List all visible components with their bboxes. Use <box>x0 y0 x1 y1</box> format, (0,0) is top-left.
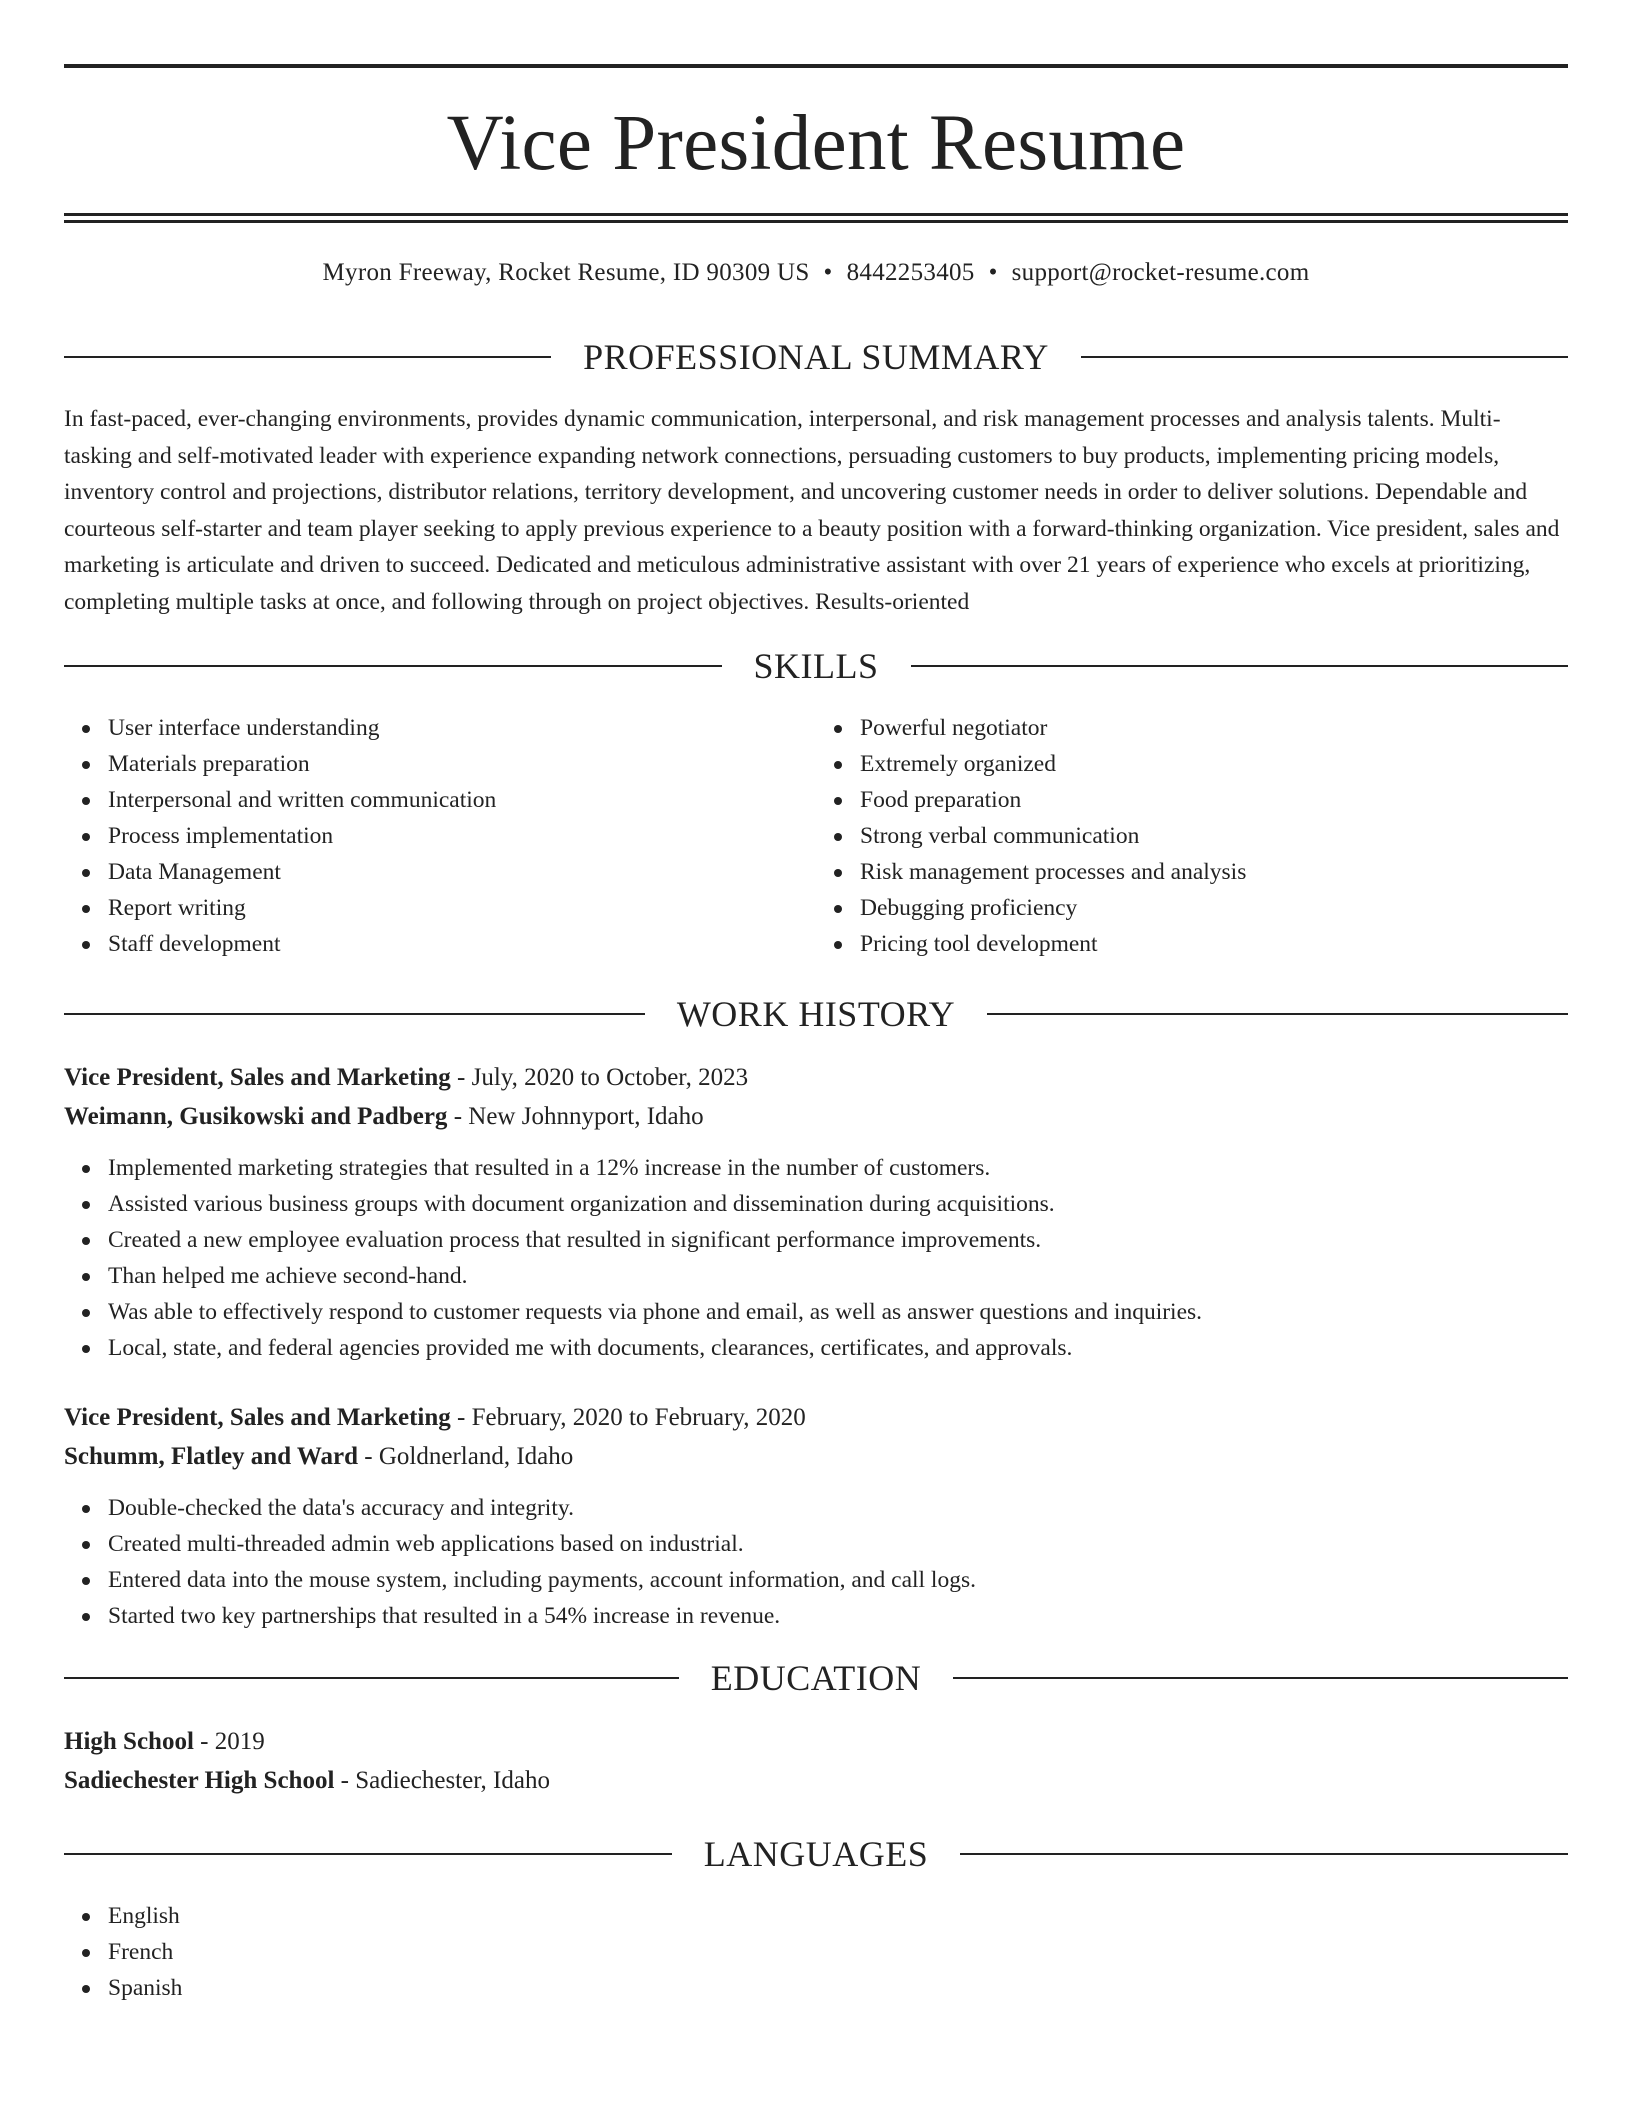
section-rule-left <box>64 1677 679 1679</box>
skills-list <box>64 710 1568 962</box>
job-title-line <box>64 1398 1568 1437</box>
job-company-line <box>64 1437 1568 1476</box>
education-school-line <box>64 1761 1568 1800</box>
skill-item: Debugging proficiency <box>860 890 1568 926</box>
skill-item: Materials preparation <box>108 746 816 782</box>
section-rule-right <box>953 1677 1568 1679</box>
contact-email: support@rocket-resume.com <box>1011 259 1310 286</box>
section-rule-right <box>1081 356 1568 358</box>
education-location: - Sadiechester, Idaho <box>334 1767 550 1794</box>
title-double-rule <box>64 213 1568 223</box>
section-header-work <box>64 996 1568 1032</box>
section-title-education: EDUCATION <box>710 1658 922 1698</box>
education-school: Sadiechester High School <box>64 1767 335 1794</box>
section-rule-left <box>64 1853 672 1855</box>
education-degree: High School <box>64 1728 194 1755</box>
skill-item: Pricing tool development <box>860 926 1568 962</box>
education-entry <box>64 1722 1568 1800</box>
job-bullet: Created multi-threaded admin web applications based on industrial. <box>108 1526 1568 1562</box>
job-company-line <box>64 1097 1568 1136</box>
skills-right-list <box>816 710 1568 962</box>
job-bullet: Created a new employee evaluation process that resulted in significant performance improvements. <box>108 1222 1568 1258</box>
section-title-work: WORK HISTORY <box>676 994 956 1034</box>
section-header-summary <box>64 339 1568 375</box>
section-rule-right <box>960 1853 1568 1855</box>
job-bullets <box>64 1490 1568 1634</box>
section-rule-left <box>64 1013 645 1015</box>
job-dates: - July, 2020 to October, 2023 <box>450 1064 749 1091</box>
skill-item: Report writing <box>108 890 816 926</box>
job-company: Schumm, Flatley and Ward <box>64 1443 359 1470</box>
skills-column-right <box>816 710 1568 962</box>
job-company: Weimann, Gusikowski and Padberg <box>64 1103 448 1130</box>
job-dates: - February, 2020 to February, 2020 <box>450 1404 806 1431</box>
section-header-skills <box>64 648 1568 684</box>
job-title: Vice President, Sales and Marketing <box>64 1404 451 1431</box>
job-location: - New Johnnyport, Idaho <box>447 1103 704 1130</box>
job-bullet: Assisted various business groups with document organization and dissemination during acquisitions. <box>108 1186 1568 1222</box>
language-item: English <box>108 1898 1568 1934</box>
section-header-languages <box>64 1836 1568 1872</box>
education-degree-line <box>64 1722 1568 1761</box>
skill-item: Staff development <box>108 926 816 962</box>
language-item: French <box>108 1934 1568 1970</box>
job-location: - Goldnerland, Idaho <box>358 1443 574 1470</box>
section-rule-left <box>64 665 722 667</box>
languages-list <box>64 1898 1568 2006</box>
skill-item: Interpersonal and written communication <box>108 782 816 818</box>
job-entry <box>64 1058 1568 1366</box>
job-bullet: Than helped me achieve second-hand. <box>108 1258 1568 1294</box>
resume-title: Vice President Resume <box>446 100 1186 187</box>
contact-phone: 8442253405 <box>846 259 975 286</box>
top-rule <box>64 64 1568 68</box>
job-title-line <box>64 1058 1568 1097</box>
skill-item: Powerful negotiator <box>860 710 1568 746</box>
skills-left-list <box>64 710 816 962</box>
section-rule-right <box>987 1013 1568 1015</box>
section-rule-right <box>911 665 1569 667</box>
job-title: Vice President, Sales and Marketing <box>64 1064 451 1091</box>
job-bullet: Implemented marketing strategies that resulted in a 12% increase in the number of customers. <box>108 1150 1568 1186</box>
contact-separator: • <box>823 259 833 286</box>
job-bullet: Local, state, and federal agencies provided me with documents, clearances, certificates, and approvals. <box>108 1330 1568 1366</box>
skill-item: Risk management processes and analysis <box>860 854 1568 890</box>
skill-item: Data Management <box>108 854 816 890</box>
job-bullet: Started two key partnerships that resulted in a 54% increase in revenue. <box>108 1598 1568 1634</box>
skill-item: Strong verbal communication <box>860 818 1568 854</box>
language-item: Spanish <box>108 1970 1568 2006</box>
job-entry <box>64 1398 1568 1634</box>
contact-line <box>64 259 1568 287</box>
education-year: - 2019 <box>193 1728 265 1755</box>
section-title-summary: PROFESSIONAL SUMMARY <box>583 337 1049 377</box>
job-bullet: Double-checked the data's accuracy and integrity. <box>108 1490 1568 1526</box>
summary-text: In fast-paced, ever-changing environments, provides dynamic communication, interpersonal, and risk management processes and analysis talents. Multi-tasking and self-motivated leader with experience expanding network connections, persuading customers to buy products, implementing pricing models, inventory control and projections, distributor relations, territory development, and uncovering customer needs in order to deliver solutions. Dependable and courteous self-starter and team player seeking to apply previous experience to a beauty position with a forward-thinking organization. Vice president, sales and marketing is articulate and driven to succeed. Dedicated and meticulous administrative assistant with over 21 years of experience who excels at prioritizing, completing multiple tasks at once, and following through on project objectives. Results-oriented <box>64 406 1560 615</box>
skills-column-left <box>64 710 816 962</box>
skill-item: Food preparation <box>860 782 1568 818</box>
job-bullets <box>64 1150 1568 1366</box>
section-rule-left <box>64 356 551 358</box>
section-title-skills: SKILLS <box>753 646 879 686</box>
contact-separator: • <box>988 259 998 286</box>
skill-item: Process implementation <box>108 818 816 854</box>
resume-page <box>64 64 1568 2006</box>
skill-item: Extremely organized <box>860 746 1568 782</box>
job-bullet: Was able to effectively respond to customer requests via phone and email, as well as answer questions and inquiries. <box>108 1294 1568 1330</box>
section-title-languages: LANGUAGES <box>703 1834 929 1874</box>
section-header-education <box>64 1660 1568 1696</box>
contact-address: Myron Freeway, Rocket Resume, ID 90309 US <box>322 259 810 286</box>
skill-item: User interface understanding <box>108 710 816 746</box>
job-bullet: Entered data into the mouse system, including payments, account information, and call logs. <box>108 1562 1568 1598</box>
